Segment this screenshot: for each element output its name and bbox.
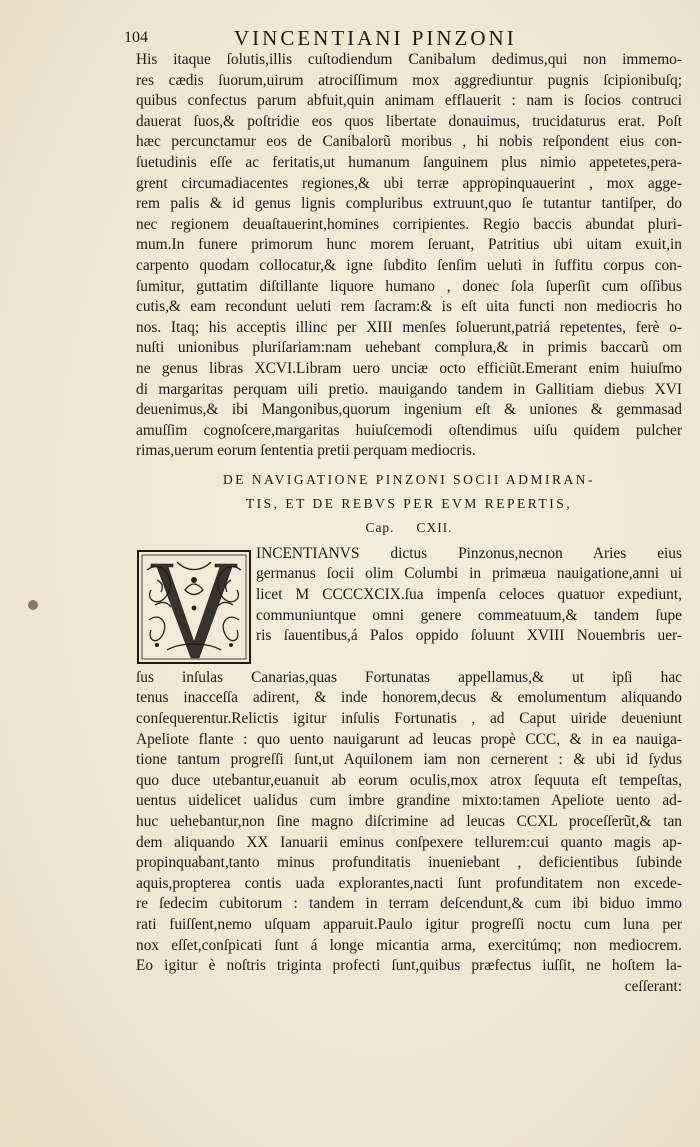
text-line: His itaque ſolutis,illis cuſtodiendum Canibalum dedimus,qui non immemo- — [136, 51, 682, 68]
text-line: aquis,propterea contis uada explorantes,nacti ſunt profunditatem non excede- — [136, 874, 682, 892]
text-line: rem palis & id genus lignis compluribus extruunt,quo ſe tutantur tantiſper, do — [136, 195, 682, 213]
text-line: rimas,uerum eorum ſententia pretii perquam mediocris. — [136, 442, 476, 460]
text-line: nox eſſet,conſpicati ſunt á longe micantia arma, exercitúmq; non mediocrem. — [136, 936, 682, 954]
text-line: quibus confectus parum abfuit,quin animam efflauerit : nam is ſocios contruci — [136, 92, 682, 110]
text-line: cutis,& eam recondunt ueluti rem ſacram:& is eſt uita functi non mediocris ho — [136, 298, 682, 316]
text-line: mum.In funere primorum hunc morem ſeruant, Patritius ubi uitam exuit,in — [136, 236, 682, 254]
page-number: 104 — [124, 29, 148, 46]
text-line: re ſedecim cubitorum : tandem in terram deſcendunt,& cum ibi biduo immo — [136, 895, 682, 913]
text-line: grent circumadiacentes regiones,& ubi terræ appropinquauerint , mox agge- — [136, 174, 682, 192]
catchword: ceſſerant: — [624, 977, 682, 995]
text-line: germanus ſocii olim Columbi in primæua nauigatione,anni ui — [256, 565, 682, 583]
text-line: INCENTIANVS dictus Pinzonus,necnon Aries eius — [256, 544, 682, 562]
paragraph-1 — [136, 50, 682, 462]
page-header — [124, 26, 680, 50]
text-line: ſus inſulas Canarias,quas Fortunatas appellamus,& ut ipſi hac — [136, 668, 682, 686]
text-line: tione tantum progreſſi ſunt,ut Aquilonem iam non cernerent : & ubi id ſydus — [136, 751, 682, 769]
text-line: huc uehebantur,non ſine magno diſcrimine ad leucas CCXL proceſſerũt,& tan — [136, 813, 682, 831]
text-line: Eo igitur è noſtris triginta profecti ſunt,quibus præfectus iuſſit, ne hoſtem la- — [136, 957, 682, 975]
text-line: dem aliquando XX Ianuarii eminus conſpexere tellurem:cui quanto magis ap- — [136, 833, 682, 851]
text-line: nuſti unionibus pluriſariam:nam uehebant complura,& in primis baccarũ om — [136, 339, 682, 357]
dropcap-section — [136, 544, 682, 668]
heading-line: TIS, ET DE REBVS PER EVM REPERTIS, — [245, 495, 573, 511]
text-line: ſumitur, guttatim diſtillante liquore humano , donec ſola ſuperſit cum oſſibus — [136, 277, 682, 295]
text-line: licet M CCCCXCIX.ſua impenſa celoces quatuor expediunt, — [256, 586, 682, 604]
text-line: ris ſauentibus,á Palos oppido ſoluunt XVIII Nouembris uer- — [256, 627, 682, 645]
text-line: conſequerentur.Relictis igitur inſulis Fortunatis , ad Caput uiride deueniunt — [136, 710, 682, 728]
heading-line: DE NAVIGATIONE PINZONI SOCII ADMIRAN- — [223, 471, 595, 487]
paragraph-2 — [136, 668, 682, 998]
text-line: uentus uidelicet ualidus cum imbre grandine mixto:tamen Apeliote uento ad- — [136, 792, 682, 810]
text-line: ne genus libras XCVI.Libram uero unciæ octo efficiũt.Emerant enim huiuſmo — [136, 359, 682, 377]
chapter-label: Cap. CXII. — [365, 519, 453, 535]
text-line: Apeliote flante : quo uento nauigarunt ad leucas propè CCC, & in ea nauiga- — [136, 730, 682, 748]
text-line: amuſſim cognoſcere,margaritas huiuſcemodi oſtendimus uiſu quidem pulcher — [136, 421, 682, 439]
text-line: nec regionem deuaſtauerint,homines corripientes. Regio baccis abundat pluri- — [136, 215, 682, 233]
text-line: deuenimus,& ibi Mangonibus,quorum ingenium eſt & uniones & gemmasad — [136, 401, 682, 419]
binding-hole — [28, 600, 38, 610]
running-head: VINCENTIANI PINZONI — [234, 26, 517, 50]
text-line: communiuntque omni genere commeatuum,& tandem ſupe — [256, 606, 682, 624]
text-line: tenus inacceſſa adirent, & inde honorem,decus & emolumentum aliquando — [136, 689, 682, 707]
text-line: carpento quodam collocatur,& igne ſubdito ſenſim ueluti in ſuffitu corpus con- — [136, 256, 682, 274]
text-line: di margaritas perquam uili pretio. mauigando tandem in Gallitiam diebus XVI — [136, 380, 682, 398]
text-line: hæc percunctamur eos de Canibalorũ moribus , hi nobis reſpondent eius con- — [136, 133, 682, 151]
text-line: rati fuiſſent,nemo uſquam apparuit.Paulo igitur progreſſi noctu cum luna per — [136, 916, 682, 933]
ornamental-initial-v — [137, 550, 251, 664]
section-heading — [136, 468, 682, 540]
text-line: propinquabant,tanto minus profunditatis inueniebant , deficientibus ſubinde — [136, 854, 682, 872]
text-line: nos. Itaq; his acceptis illinc per XIII menſes ſoluerunt,patriá repetentes, ferè o- — [136, 318, 682, 336]
text-line: quo duce utebantur,euanuit ab eorum oculis,mox atrox ſequuta eſt tempeſtas, — [136, 771, 682, 789]
text-block — [136, 50, 682, 997]
text-line: res cædis ſuorum,uirum atrociſſimum mox aggrediuntur pugnis ſcipionibuſq; — [136, 71, 682, 89]
text-line: ſuetudinis eſſe ac feritatis,ut humanum ſanguinem plus nimio appetetes,pera- — [136, 153, 682, 171]
text-line: dauerat ſuos,& poſtridie eos quos libertate donauimus, trucidaturus erat. Poſt — [136, 112, 682, 130]
dropcap-lines — [256, 544, 682, 647]
